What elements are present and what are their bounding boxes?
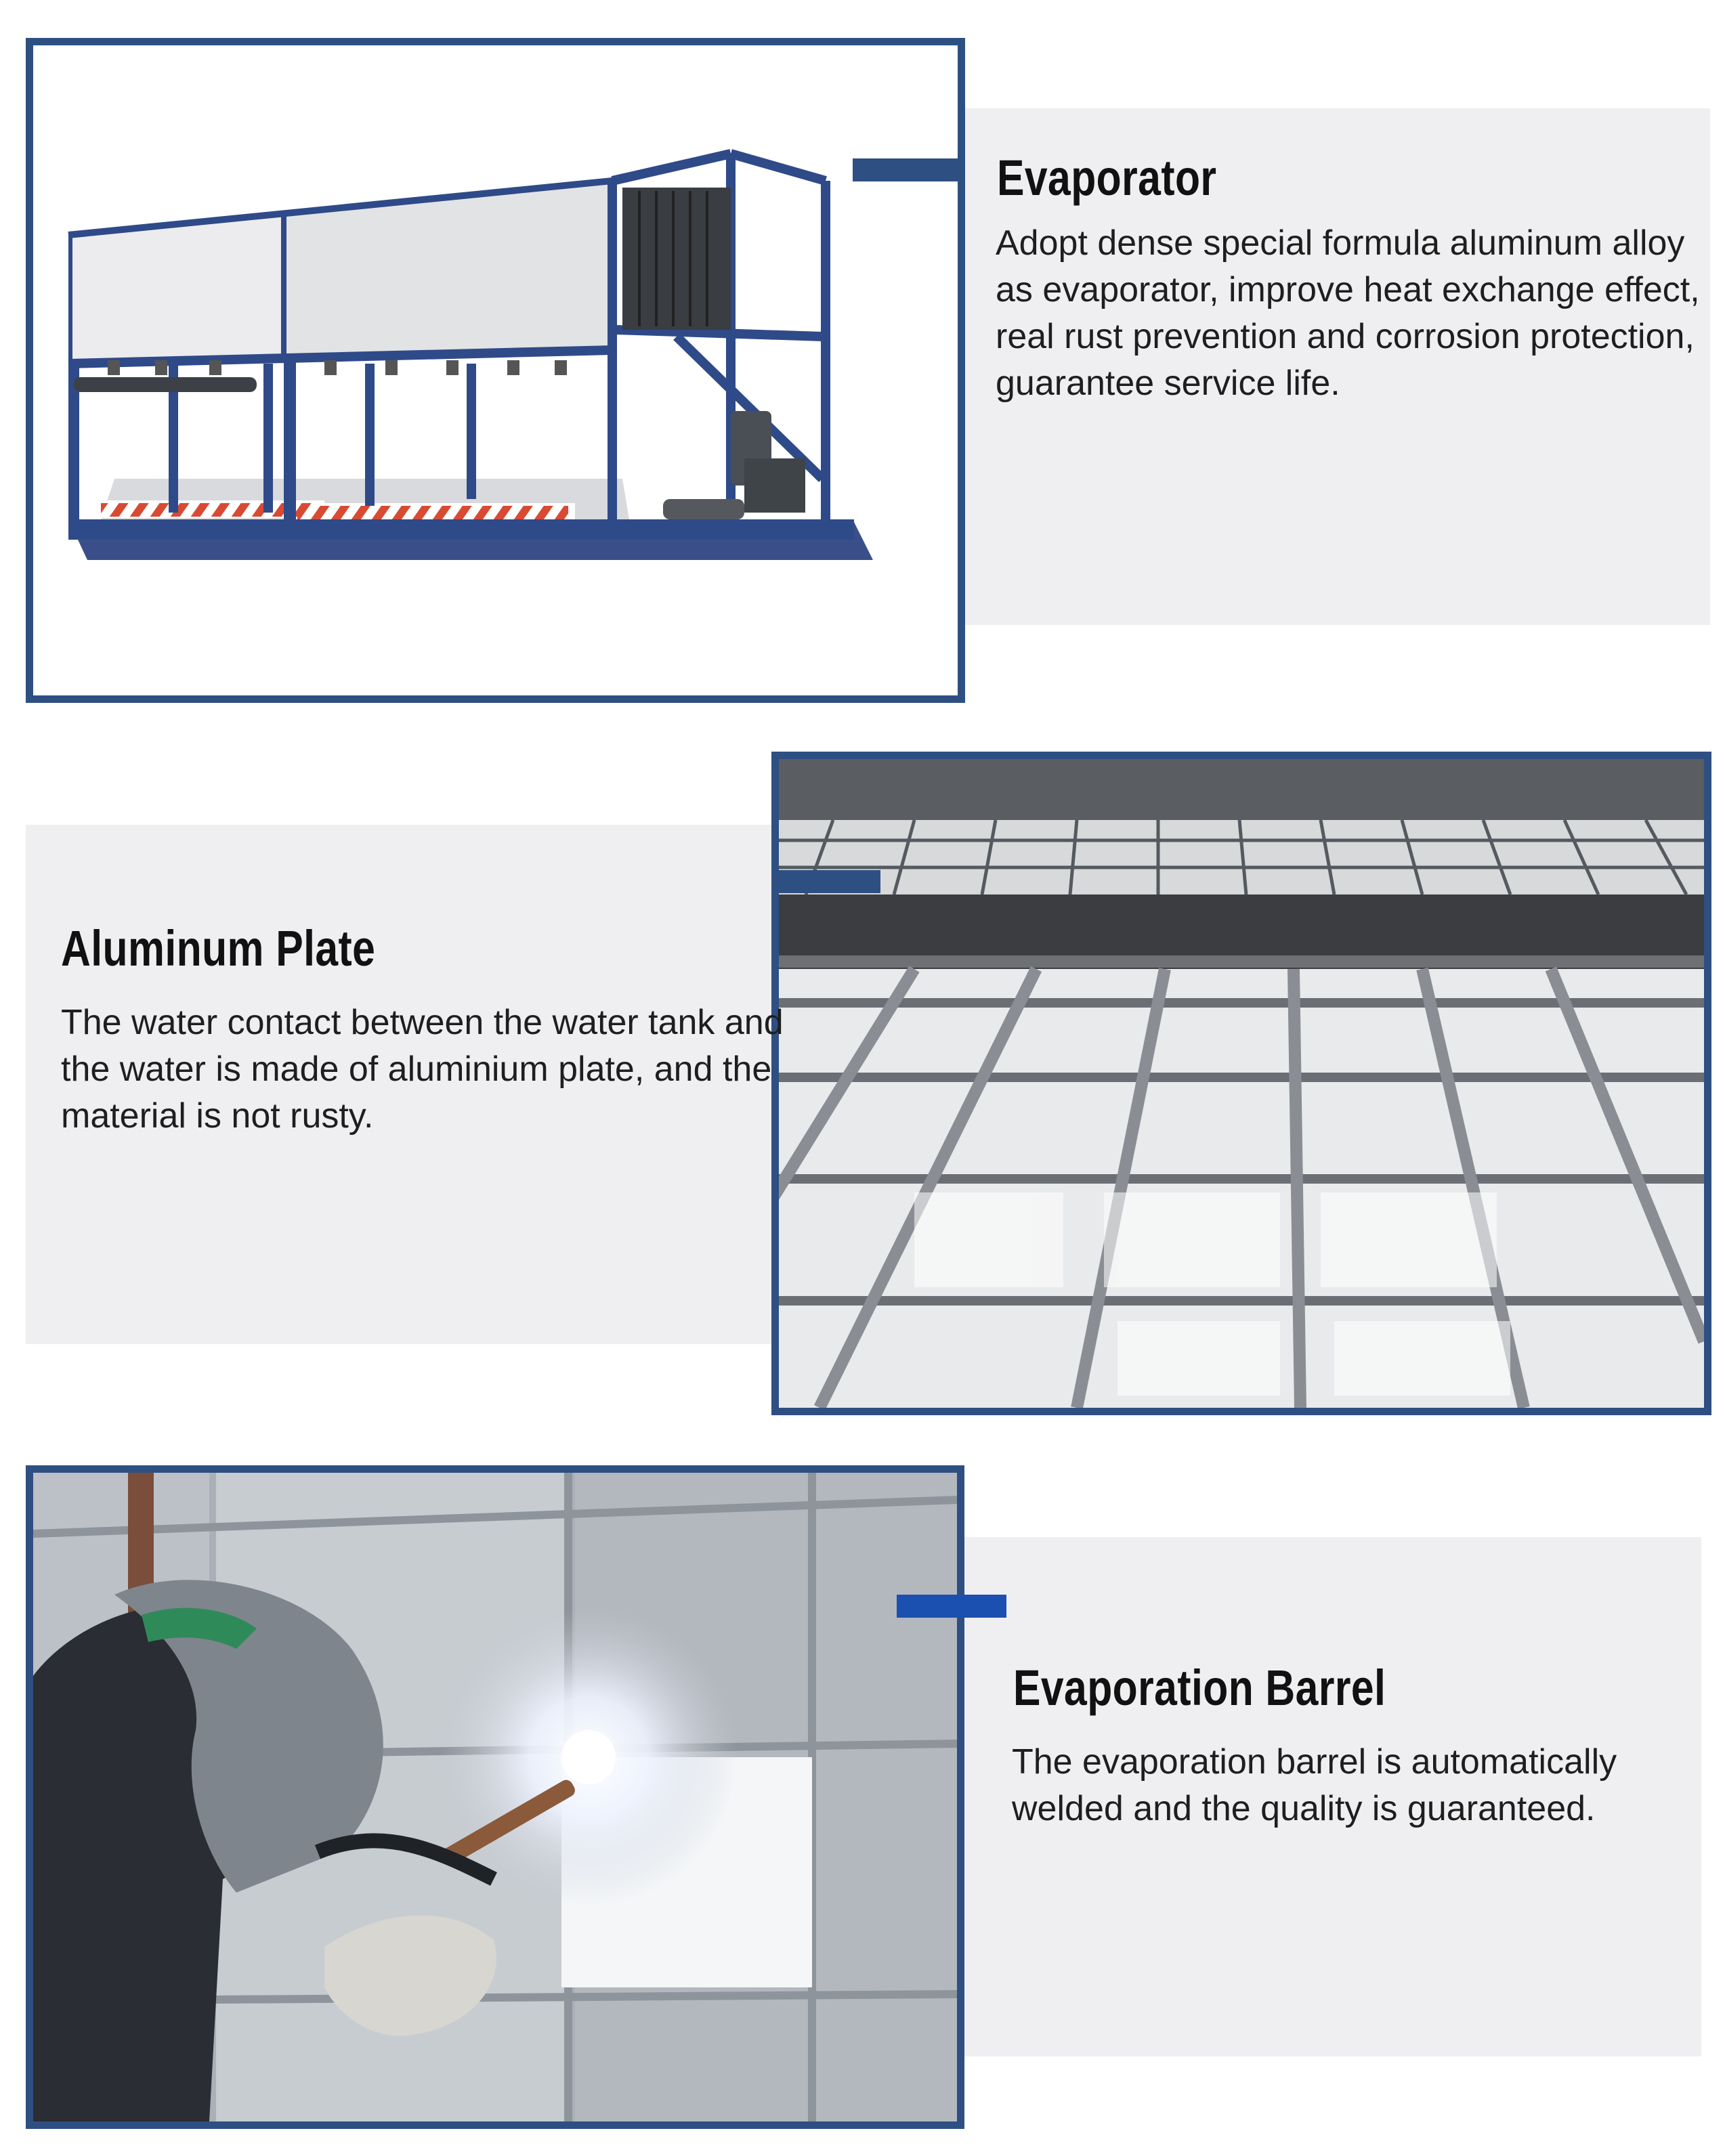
aluminum-grid-tank-image: [779, 759, 1704, 1408]
evaporator-description: Adopt dense special formula aluminum alloy as evaporator, improve heat exchange effect, real rust prevention and corrosion protection, guarantee service life.: [996, 223, 1700, 403]
aluminum-plate-image-frame: [771, 752, 1711, 1415]
aluminum-plate-connector-bar: [772, 870, 880, 893]
evaporation-barrel-description: The evaporation barrel is automatically welded and the quality is guaranteed.: [1012, 1742, 1617, 1828]
ice-block-machine-image: [33, 45, 958, 695]
evaporator-title: Evaporator: [997, 150, 1217, 206]
evaporator-image-frame: [26, 38, 965, 703]
evaporation-barrel-image-frame: [26, 1465, 964, 2129]
evaporator-connector-bar: [853, 158, 963, 181]
evaporation-barrel-title: Evaporation Barrel: [1013, 1660, 1386, 1716]
aluminum-plate-description: The water contact between the water tank and the water is made of aluminium plate, and the material is not rusty.: [61, 1003, 784, 1136]
evaporation-barrel-connector-bar: [897, 1595, 1006, 1618]
aluminum-plate-title: Aluminum Plate: [61, 920, 376, 976]
welding-worker-image: [33, 1473, 957, 2121]
